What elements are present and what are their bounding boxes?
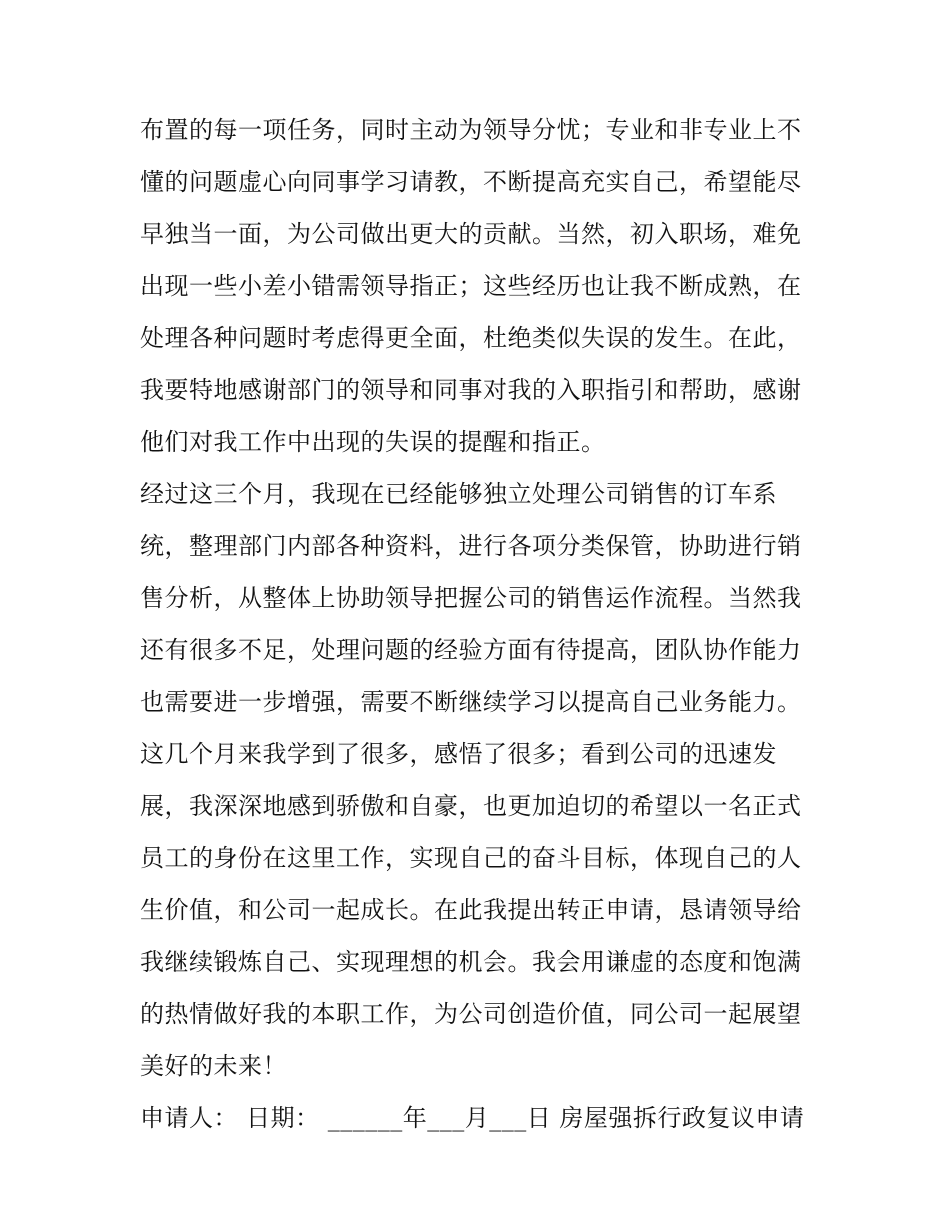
text-line: 生价值，和公司一起成长。在此我提出转正申请，恳请领导给 — [140, 896, 802, 924]
signature-date-line: 申请人： 日期： ______年___月___日 房屋强拆行政复议申请 — [140, 1104, 805, 1132]
text-line: 员工的身份在这里工作，实现自己的奋斗目标，体现自己的人 — [140, 844, 802, 872]
text-line: 展，我深深地感到骄傲和自豪，也更加迫切的希望以一名正式 — [140, 792, 802, 820]
text-line: 出现一些小差小错需领导指正；这些经历也让我不断成熟，在 — [140, 272, 802, 300]
text-line: 统，整理部门内部各种资料，进行各项分类保管，协助进行销 — [140, 532, 802, 560]
text-line: 这几个月来我学到了很多，感悟了很多；看到公司的迅速发 — [140, 740, 777, 768]
text-line: 美好的未来！ — [140, 1052, 287, 1080]
text-line: 我继续锻炼自己、实现理想的机会。我会用谦虚的态度和饱满 — [140, 948, 802, 976]
text-line: 还有很多不足，处理问题的经验方面有待提高，团队协作能力 — [140, 636, 802, 664]
text-line: 我要特地感谢部门的领导和同事对我的入职指引和帮助，感谢 — [140, 376, 802, 404]
text-line: 也需要进一步增强，需要不断继续学习以提高自己业务能力。 — [140, 688, 802, 716]
text-line: 的热情做好我的本职工作，为公司创造价值，同公司一起展望 — [140, 1000, 802, 1028]
text-line: 懂的问题虚心向同事学习请教，不断提高充实自己，希望能尽 — [140, 168, 802, 196]
document-body — [140, 104, 820, 1144]
text-line: 他们对我工作中出现的失误的提醒和指正。 — [140, 428, 606, 456]
text-line: 售分析，从整体上协助领导把握公司的销售运作流程。当然我 — [140, 584, 802, 612]
text-line: 经过这三个月，我现在已经能够独立处理公司销售的订车系 — [140, 480, 777, 508]
text-line: 处理各种问题时考虑得更全面，杜绝类似失误的发生。在此， — [140, 324, 802, 352]
text-line: 早独当一面，为公司做出更大的贡献。当然，初入职场，难免 — [140, 220, 802, 248]
text-line: 布置的每一项任务，同时主动为领导分忧；专业和非专业上不 — [140, 116, 802, 144]
